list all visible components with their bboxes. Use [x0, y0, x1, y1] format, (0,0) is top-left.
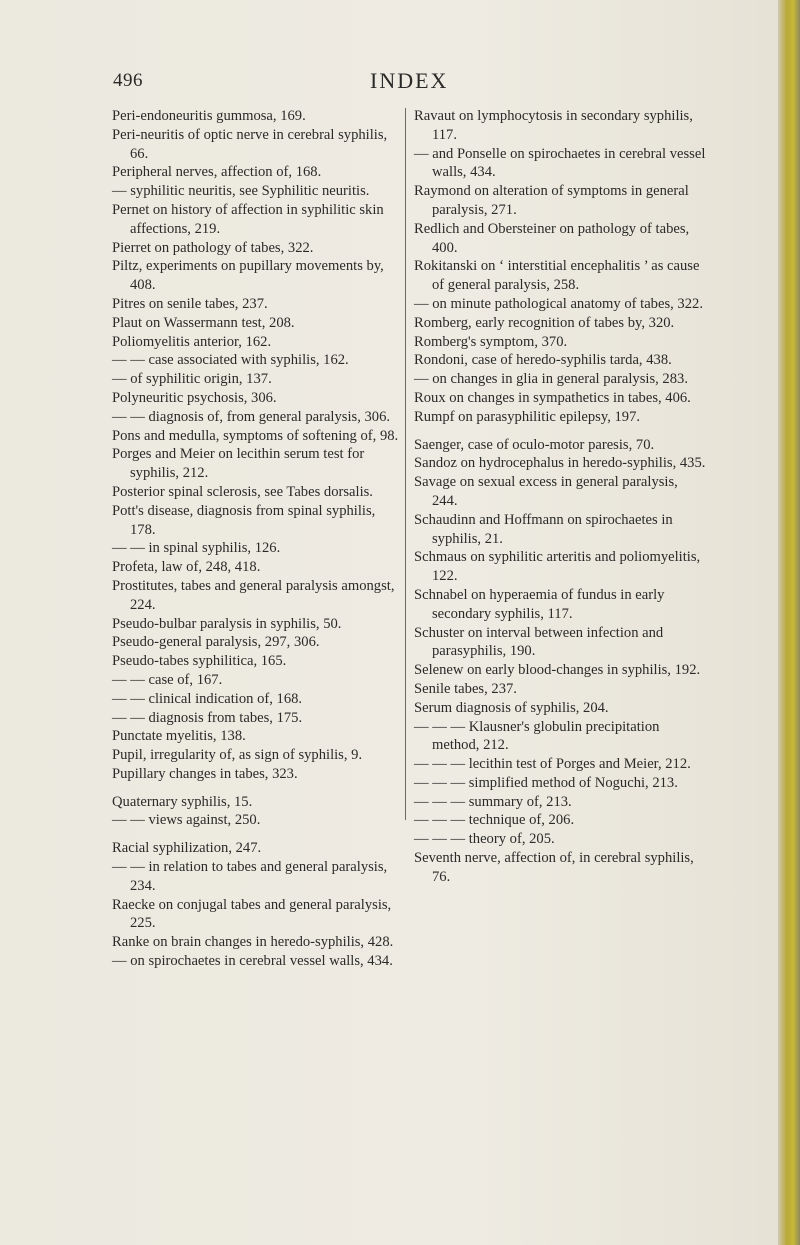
- index-entry: Prostitutes, tabes and general paralysis amongst, 224.: [112, 577, 395, 613]
- index-entry: — — case of, 167.: [112, 671, 223, 688]
- index-entry: — syphilitic neuritis, see Syphilitic neuritis.: [112, 183, 370, 200]
- index-entry: Plaut on Wassermann test, 208.: [112, 314, 295, 331]
- index-entry: Polyneuritic psychosis, 306.: [112, 389, 277, 406]
- index-entry: Roux on changes in sympathetics in tabes, 406.: [414, 389, 691, 406]
- index-entry: Rondoni, case of heredo-syphilis tarda, 438.: [414, 352, 672, 369]
- index-entry: — and Ponselle on spirochaetes in cerebral vessel walls, 434.: [414, 145, 706, 181]
- index-entry: Peri-neuritis of optic nerve in cerebral syphilis, 66.: [112, 126, 388, 162]
- index-entry: Rumpf on parasyphilitic epilepsy, 197.: [414, 408, 641, 425]
- index-entry: Schaudinn and Hoffmann on spirochaetes in syphilis, 21.: [414, 511, 673, 547]
- index-entry: Quaternary syphilis, 15.: [112, 793, 253, 810]
- index-entry: Pernet on history of affection in syphilitic skin affections, 219.: [112, 201, 384, 237]
- index-entry: Romberg, early recognition of tabes by, 320.: [414, 314, 675, 331]
- index-entry: — — in spinal syphilis, 126.: [112, 540, 281, 557]
- index-entry: Pseudo-bulbar paralysis in syphilis, 50.: [112, 615, 342, 632]
- index-entry: Peripheral nerves, affection of, 168.: [112, 164, 322, 181]
- index-entry: — — — theory of, 205.: [414, 831, 555, 848]
- index-entry: — — — simplified method of Noguchi, 213.: [414, 774, 678, 791]
- index-entry: Saenger, case of oculo-motor paresis, 70.: [414, 436, 655, 453]
- letter-gap: [112, 784, 402, 793]
- index-entry: Ranke on brain changes in heredo-syphilis, 428.: [112, 934, 394, 951]
- index-entry: Pupillary changes in tabes, 323.: [112, 765, 298, 782]
- column-divider: [405, 108, 406, 820]
- index-column-right: [414, 107, 706, 887]
- index-entry: Seventh nerve, affection of, in cerebral syphilis, 76.: [414, 850, 694, 885]
- index-entry: — — — Klausner's globulin precipitation method, 212.: [414, 718, 660, 754]
- letter-gap: [112, 830, 402, 839]
- index-entry: — of syphilitic origin, 137.: [112, 371, 272, 388]
- index-entry: Poliomyelitis anterior, 162.: [112, 333, 272, 350]
- index-entry: Raymond on alteration of symptoms in general paralysis, 271.: [414, 183, 689, 218]
- index-entry: Savage on sexual excess in general paralysis, 244.: [414, 474, 678, 509]
- index-entry: Schuster on interval between infection and parasyphilis, 190.: [414, 624, 664, 660]
- index-entry: Punctate myelitis, 138.: [112, 728, 246, 745]
- index-entry: Pons and medulla, symptoms of softening of, 98.: [112, 427, 399, 444]
- index-entry: Ravaut on lymphocytosis in secondary syphilis, 117.: [414, 108, 693, 143]
- index-entry: Peri-endoneuritis gummosa, 169.: [112, 108, 306, 124]
- index-entry: — — diagnosis from tabes, 175.: [112, 709, 303, 726]
- index-entry: Pseudo-general paralysis, 297, 306.: [112, 634, 320, 651]
- index-entry: Schmaus on syphilitic arteritis and poliomyelitis, 122.: [414, 549, 701, 585]
- index-entry: — — — summary of, 213.: [414, 793, 572, 810]
- index-entry: Schnabel on hyperaemia of fundus in early secondary syphilis, 117.: [414, 586, 665, 622]
- index-entry: Raecke on conjugal tabes and general paralysis, 225.: [112, 896, 392, 932]
- index-entry: Pierret on pathology of tabes, 322.: [112, 239, 314, 256]
- letter-gap: [414, 427, 706, 436]
- index-entry: Rokitanski on ‘ interstitial encephalitis ’ as cause of general paralysis, 258.: [414, 258, 700, 294]
- index-entry: Racial syphilization, 247.: [112, 840, 262, 857]
- index-entry: Pseudo-tabes syphilitica, 165.: [112, 653, 287, 670]
- index-entry: — — — technique of, 206.: [414, 812, 575, 829]
- running-head: INDEX: [370, 68, 449, 93]
- index-column-left: [112, 107, 402, 971]
- index-entry: — on minute pathological anatomy of tabes, 322.: [414, 295, 703, 312]
- index-entry: Pott's disease, diagnosis from spinal syphilis, 178.: [112, 502, 376, 538]
- index-entry: Senile tabes, 237.: [414, 680, 517, 697]
- index-entry: Posterior spinal sclerosis, see Tabes dorsalis.: [112, 483, 373, 500]
- index-entry: — — case associated with syphilis, 162.: [112, 352, 349, 369]
- index-entry: — — views against, 250.: [112, 812, 261, 829]
- index-entry: Redlich and Obersteiner on pathology of tabes, 400.: [414, 220, 690, 256]
- index-entry: Romberg's symptom, 370.: [414, 333, 568, 350]
- index-entry: Selenew on early blood-changes in syphilis, 192.: [414, 662, 701, 679]
- index-entry: Pupil, irregularity of, as sign of syphilis, 9.: [112, 747, 363, 764]
- index-entry: — on changes in glia in general paralysis, 283.: [414, 371, 688, 388]
- index-entry: Pitres on senile tabes, 237.: [112, 295, 268, 312]
- page-header: [0, 68, 780, 98]
- index-entry: — on spirochaetes in cerebral vessel walls, 434.: [112, 953, 393, 970]
- index-entry: — — — lecithin test of Porges and Meier, 212.: [414, 756, 691, 773]
- index-entry: Sandoz on hydrocephalus in heredo-syphilis, 435.: [414, 455, 706, 472]
- book-edge: [778, 0, 800, 1245]
- index-entry: Serum diagnosis of syphilis, 204.: [414, 699, 609, 716]
- index-entry: — — clinical indication of, 168.: [112, 690, 303, 707]
- index-entry: — — diagnosis of, from general paralysis, 306.: [112, 408, 391, 425]
- index-entry: Profeta, law of, 248, 418.: [112, 559, 261, 576]
- page-number: 496: [113, 70, 143, 91]
- index-entry: Piltz, experiments on pupillary movements by, 408.: [112, 258, 384, 294]
- index-entry: Porges and Meier on lecithin serum test for syphilis, 212.: [112, 446, 365, 482]
- index-entry: — — in relation to tabes and general paralysis, 234.: [112, 859, 388, 894]
